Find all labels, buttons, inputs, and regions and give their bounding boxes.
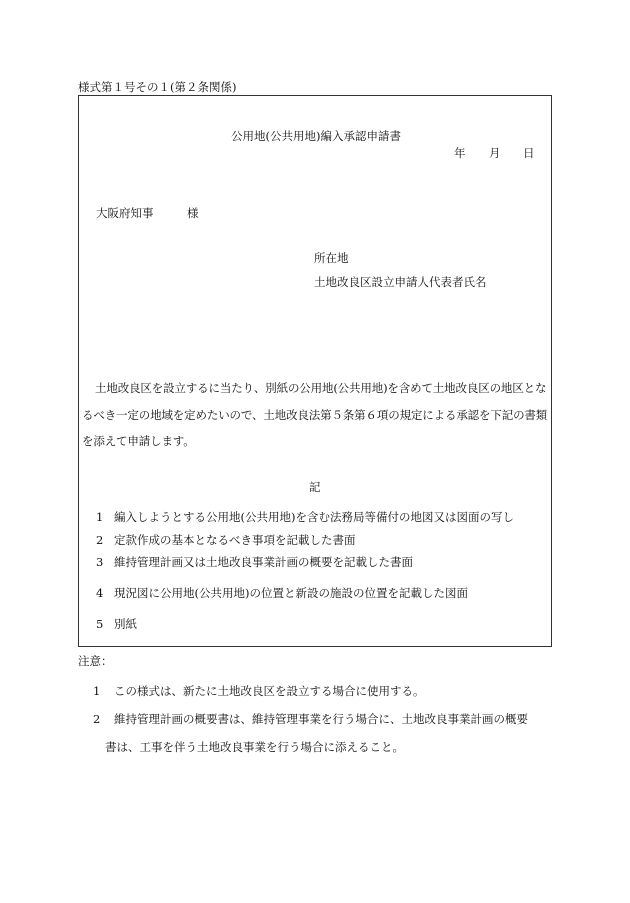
form-number: 様式第１号その１(第２条関係) — [78, 80, 237, 94]
date-day-label: 日 — [523, 146, 535, 160]
note-text: この様式は、新たに土地改良区を設立する場合に使用する。 — [114, 684, 425, 698]
attachment-number: 1 — [96, 510, 104, 524]
application-body-text: 土地改良区を設立するに当たり、別紙の公用地(公共用地)を含めて土地改良区の地区となるべき一定の地域を定めたいので、土地改良法第５条第６項の規定による承認を下記の書類を添えて申請します。 — [82, 381, 548, 448]
attachment-text: 維持管理計画又は土地改良事業計画の概要を記載した書面 — [114, 555, 413, 569]
ki-heading: 記 — [309, 480, 321, 494]
date-month-label: 月 — [489, 146, 501, 160]
note-text-continuation: 書は、工事を伴う土地改良事業を行う場合に添えること。 — [105, 740, 404, 754]
form-title: 公用地(公共用地)編入承認申請書 — [231, 129, 401, 143]
attachment-number: 3 — [96, 555, 104, 569]
addressee-name: 大阪府知事 — [96, 206, 154, 220]
applicant-location-label: 所在地 — [314, 251, 349, 265]
attachment-number: 2 — [96, 533, 104, 547]
note-number: 2 — [93, 712, 101, 726]
attachment-text: 現況図に公用地(公共用地)の位置と新設の施設の位置を記載した図面 — [114, 586, 468, 600]
date-year-label: 年 — [454, 146, 466, 160]
addressee-honorific: 様 — [187, 206, 199, 220]
attachment-number: 5 — [96, 617, 104, 631]
attachment-number: 4 — [96, 586, 104, 600]
attachment-text: 定款作成の基本となるべき事項を記載した書面 — [114, 533, 356, 547]
attachment-text: 編入しようとする公用地(公共用地)を含む法務局等備付の地図又は図面の写し — [114, 510, 514, 524]
note-text: 維持管理計画の概要書は、維持管理事業を行う場合に、土地改良事業計画の概要 — [114, 712, 528, 726]
notes-heading: 注意： — [78, 654, 113, 668]
applicant-representative-label: 土地改良区設立申請人代表者氏名 — [314, 275, 487, 289]
note-number: 1 — [93, 684, 101, 698]
attachment-text: 別紙 — [114, 617, 137, 631]
